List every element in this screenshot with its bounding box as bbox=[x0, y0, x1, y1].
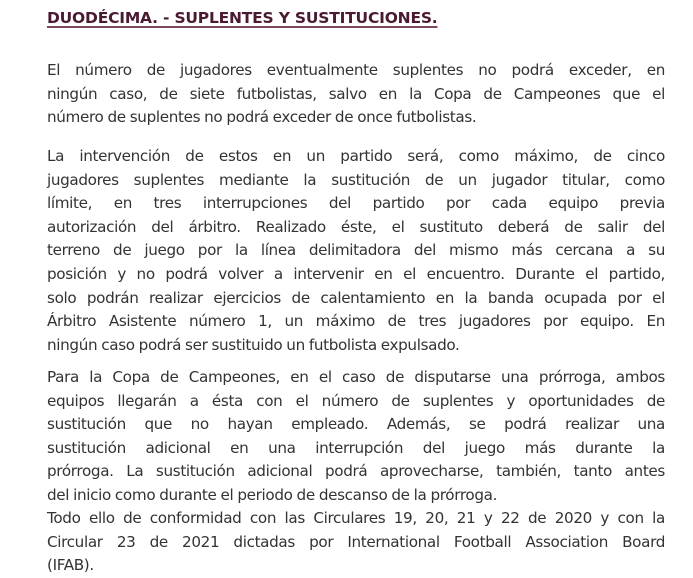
text-line: solo podrán realizar ejercicios de calentamiento en la banda ocupada por el bbox=[47, 288, 665, 307]
text-line: La intervención de estos en un partido será, como máximo, de cinco bbox=[47, 147, 665, 165]
text-line: (IFAB). bbox=[47, 556, 94, 575]
paragraph-extra-time bbox=[47, 366, 665, 508]
section-heading: DUODÉCIMA. - SUPLENTES Y SUSTITUCIONES. bbox=[47, 9, 438, 27]
text-line: número de suplentes no podrá exceder de once futbolistas. bbox=[47, 108, 477, 127]
text-line: posición y no podrá volver a intervenir en el encuentro. Durante el partido, bbox=[47, 264, 665, 283]
text-line: Circular 23 de 2021 dictadas por International Football Association Board bbox=[47, 532, 665, 551]
text-line: del inicio como durante el periodo de descanso de la prórroga. bbox=[47, 485, 498, 504]
text-line: ningún caso podrá ser sustituido un futbolista expulsado. bbox=[47, 335, 460, 354]
paragraph-ifab-reference bbox=[47, 507, 665, 578]
text-line: El número de jugadores eventualmente suplentes no podrá exceder, en bbox=[47, 61, 665, 79]
text-line: jugadores suplentes mediante la sustitución de un jugador titular, como bbox=[47, 170, 665, 189]
text-line: Todo ello de conformidad con las Circulares 19, 20, 21 y 22 de 2020 y con la bbox=[47, 509, 665, 527]
text-line: prórroga. La sustitución adicional podrá aprovecharse, también, tanto antes bbox=[47, 462, 665, 481]
text-line: sustitución adicional en una interrupción del juego más durante la bbox=[47, 438, 665, 457]
text-line: terreno de juego por la línea delimitadora del mismo más cercana a su bbox=[47, 241, 665, 260]
text-line: sustitución que no hayan empleado. Además, se podrá realizar una bbox=[47, 415, 665, 434]
text-line: Árbitro Asistente número 1, un máximo de tres jugadores por equipo. En bbox=[47, 312, 665, 331]
paragraph-substitution-rules bbox=[47, 145, 665, 357]
text-line: Para la Copa de Campeones, en el caso de disputarse una prórroga, ambos bbox=[47, 368, 665, 386]
text-line: ningún caso, de siete futbolistas, salvo en la Copa de Campeones que el bbox=[47, 84, 665, 103]
text-line: autorización del árbitro. Realizado éste, el sustituto deberá de salir del bbox=[47, 217, 665, 236]
paragraph-substitutes-limit bbox=[47, 59, 665, 130]
text-line: equipos llegarán a ésta con el número de suplentes y oportunidades de bbox=[47, 391, 665, 410]
text-line: límite, en tres interrupciones del partido por cada equipo previa bbox=[47, 194, 665, 213]
